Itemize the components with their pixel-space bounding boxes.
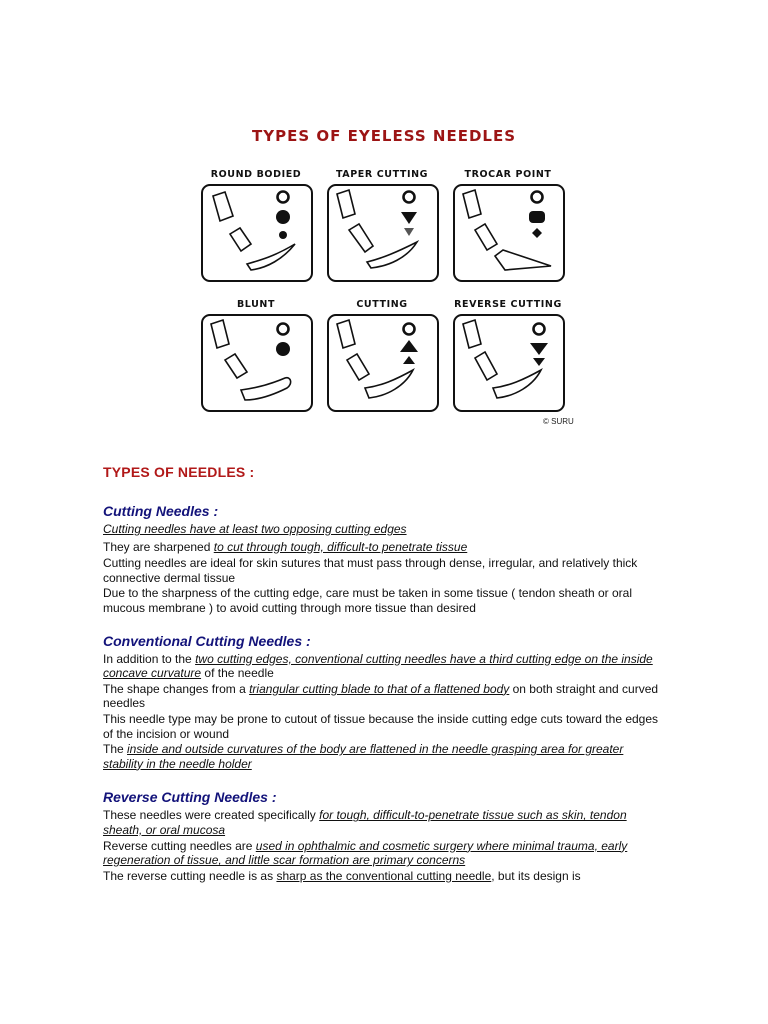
cutting-p1-underlined: Cutting needles have at least two opposing cutting edges [103, 522, 407, 536]
reverse-p3-underlined: sharp as the conventional cutting needle [276, 868, 492, 883]
reverse-p2 [103, 839, 663, 868]
conventional-p1-text-a: In addition to the [103, 651, 196, 666]
cutting-p2-underlined: to cut through tough, difficult-to penetrate tissue [213, 539, 468, 554]
taper-cutting-needle-illustration [329, 186, 437, 280]
panel-label-trocar-point: TROCAR POINT [464, 169, 552, 180]
reverse-p1-underlined: for tough, difficult-to-penetrate tissue such as skin, tendon sheath, or oral mucosa [103, 808, 627, 837]
conventional-p3: This needle type may be prone to cutout of tissue because the inside cutting edge cuts toward the edges of the incision or wound [103, 711, 659, 741]
reverse-cutting-needles-title: Reverse Cutting Needles : [103, 789, 277, 806]
cutting-p4: Due to the sharpness of the cutting edge, care must be taken in some tissue ( tendon sheath or oral mucous membrane ) to avoid cutting through more tissue than desired [103, 586, 632, 615]
conventional-p4-text-a: The [103, 742, 128, 757]
cutting-p3: Cutting needles are ideal for skin sutures that must pass through dense, irregular, and relatively thick connective dermal tissue [103, 556, 638, 585]
panel-cutting [327, 314, 439, 412]
reverse-p2-text: Reverse cutting needles are [103, 838, 256, 853]
panel-blunt [201, 314, 313, 412]
cutting-p1 [103, 522, 663, 537]
round-bodied-needle-illustration [203, 186, 311, 280]
conventional-p2 [103, 682, 663, 711]
panel-label-reverse-cutting: REVERSE CUTTING [454, 299, 562, 310]
main-content [103, 464, 663, 883]
conventional-p1-underlined: two cutting edges, conventional cutting needles have a third cutting edge on the inside concave curvature [103, 651, 653, 681]
reverse-p1-text: These needles were created specifically [103, 808, 320, 823]
panel-round-bodied [201, 184, 313, 282]
panel-taper-cutting [327, 184, 439, 282]
conventional-p4 [103, 742, 663, 771]
panel-label-blunt: BLUNT [236, 299, 276, 310]
figure-title: TYPES OF EYELESS NEEDLES [252, 127, 516, 145]
trocar-point-needle-illustration [455, 186, 563, 280]
reverse-p3-text-b: , but its design is [491, 868, 581, 883]
panel-label-taper-cutting: TAPER CUTTING [335, 169, 429, 180]
panel-trocar-point [453, 184, 565, 282]
cutting-p2-text: They are sharpened [103, 539, 214, 554]
section-reverse-cutting-needles [103, 789, 663, 883]
cutting-needle-illustration [329, 316, 437, 410]
conventional-p4-underlined: inside and outside curvatures of the body are flattened in the needle grasping area for greater stability in the needle holder [103, 742, 624, 771]
section-conventional-cutting-needles [103, 633, 663, 772]
conventional-p2-text-b: on both straight and curved needles [103, 681, 659, 711]
reverse-p2-underlined: used in ophthalmic and cosmetic surgery where minimal trauma, early regeneration of tissue, and little scar formation are primary concerns [103, 838, 628, 868]
cutting-needles-title: Cutting Needles : [103, 503, 219, 519]
conventional-p2-underlined: triangular cutting blade to that of a flattened body [249, 681, 510, 696]
reverse-p3-text-a: The reverse cutting needle is as [103, 868, 277, 883]
blunt-needle-illustration [203, 316, 311, 410]
conventional-p1-text-b: of the needle [201, 666, 274, 681]
section-cutting-needles [103, 503, 663, 616]
cutting-p2 [103, 540, 663, 555]
panel-label-cutting: CUTTING [356, 299, 408, 310]
needle-types-figure [196, 165, 586, 435]
panel-reverse-cutting [453, 314, 565, 412]
conventional-p1 [103, 652, 663, 681]
copyright-suru: © SURU [543, 417, 574, 426]
panel-label-round-bodied: ROUND BODIED [210, 169, 302, 180]
conventional-cutting-needles-title: Conventional Cutting Needles : [103, 632, 311, 649]
reverse-p1 [103, 808, 663, 837]
reverse-cutting-needle-illustration [455, 316, 563, 410]
types-of-needles-heading: TYPES OF NEEDLES : [103, 464, 255, 480]
reverse-p3 [103, 869, 663, 884]
conventional-p2-text-a: The shape changes from a [103, 681, 250, 696]
